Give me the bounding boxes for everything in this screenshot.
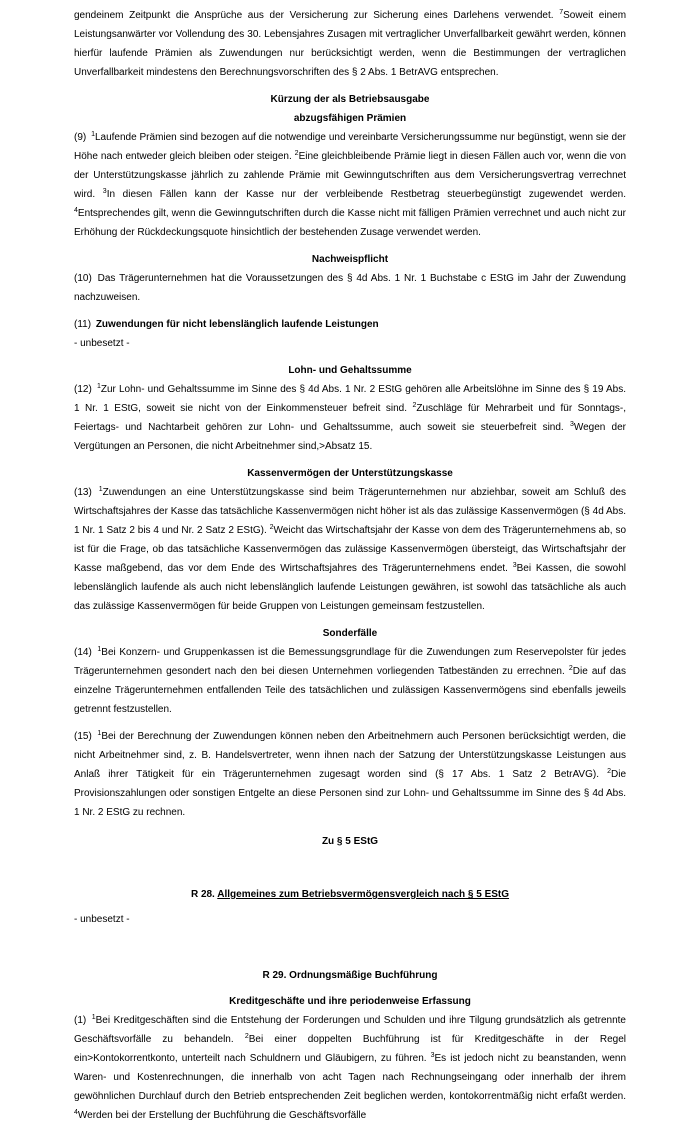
sentence-number: 2 (607, 768, 611, 775)
section-kuerzung (74, 90, 626, 242)
paragraph-number: (1) (74, 1015, 87, 1026)
sentence-number: 3 (102, 188, 107, 195)
sentence: Laufende Prämien sind bezogen auf die notwendige und vereinbarte Versicherungssumme nur begünstigt, wenn sie der Höhe nach entweder gleich bleiben oder steigen. (74, 132, 626, 162)
sentence: Bei Kreditgeschäften sind die Entstehung der Forderungen und Schulden und ihre Tilgung grundsätzlich als getrennte Geschäftsvorfälle zu behandeln. (74, 1015, 626, 1045)
paragraph-number: (11) (74, 319, 92, 330)
sentence-number: 2 (294, 150, 299, 157)
paragraph-number: (15) (74, 731, 92, 742)
sentence: Es ist jedoch nicht zu beanstanden, wenn Waren- und Kostenrechnungen, die innerhalb von acht Tagen nach Rechnungseingang oder innerhalb der ihrem gewöhnlichen Durchlauf durch den Betrieb entsprechenden Zeit beglichen werden, kontokorrentmäßig nicht erfaßt werden. (74, 1053, 627, 1102)
sentence-number: 2 (269, 524, 274, 531)
paragraph-12 (74, 380, 626, 456)
section-kassenvermoegen (74, 464, 626, 616)
sentence: Bei der Berechnung der Zuwendungen können neben den Arbeitnehmern auch Personen berücksichtigt werden, die nicht Arbeitnehmer sind, z. B. Handelsvertreter, wenn ihnen nach der Satzung der Unterstützungskasse Leistungen aus Anlaß ihrer Tätigkeit für ein Trägerunternehmen zugesagt worden sind (§ 17 Abs. 1 Satz 2 BetrAVG). (74, 731, 626, 780)
sentence-number: 3 (512, 562, 517, 569)
section-lohn (74, 361, 626, 456)
sentence-number: 1 (97, 730, 102, 737)
sentence-number: 1 (97, 646, 102, 653)
section-nachweispflicht (74, 250, 626, 307)
paragraph-9 (74, 128, 626, 242)
paragraph-13 (74, 483, 626, 616)
chapter-heading: Zu § 5 EStG (321, 836, 379, 847)
intro-text: gendeinem Zeitpunkt die Ansprüche aus der Versicherung zur Sicherung eines Darlehens verwendet. (74, 10, 554, 21)
section-11 (74, 315, 626, 353)
sentence: Bei Kassen, die sowohl lebenslänglich laufende als auch nicht lebenslänglich laufende Leistungen gewähren, ist sowohl das tatsächliche als auch das zulässige Kassenvermögen für beide Gruppen von Leistungen gemeinsam festzustellen. (74, 563, 626, 612)
unbesetzt-note: - unbesetzt - (74, 914, 130, 925)
sentence: Zuwendungen an eine Unterstützungskasse sind beim Trägerunternehmen nur abziehbar, soweit am Schluß des Wirtschaftsjahres der Kasse das tatsächliche Kassenvermögen nicht höher ist als das zulässige Kassenvermögen (§ 4d Abs. 1 Nr. 1 Satz 2 bis 4 und Nr. 2 Satz 2 EStG). (74, 487, 626, 536)
section-heading-line2: abzugsfähigen Prämien (293, 113, 407, 124)
sentence: Zur Lohn- und Gehaltssumme im Sinne des § 4d Abs. 1 Nr. 2 EStG gehören alle Arbeitslöhne im Sinne des § 19 Abs. 1 Nr. 1 EStG, soweit sie nicht von der Einkommensteuer befreit sind. (74, 384, 627, 414)
r29-paragraph-1 (74, 1011, 626, 1125)
sentence: Die auf das einzelne Trägerunternehmen entfallenden Teile des tatsächlichen und zulässigen Kassenvermögens sind ebenfalls jeweils getrennt festzustellen. (74, 666, 626, 715)
paragraph-15 (74, 727, 626, 822)
r29-heading: R 29. Ordnungsmäßige Buchführung (262, 970, 438, 981)
section-heading: Kürzung der als Betriebsausgabe (270, 94, 430, 105)
section-heading: Sonderfälle (322, 628, 378, 639)
sentence: Entsprechendes gilt, wenn die Gewinngutschriften durch die Kasse nicht mit fälligen Prämien verrechnet und auch nicht zur Erhöhung der Rückdeckungsquote hinsichtlich der bestehenden Zusage verwendet werden. (74, 208, 626, 238)
r28-title-link[interactable]: Allgemeines zum Betriebsvermögensvergleich nach § 5 EStG (217, 889, 510, 900)
paragraph-number: (13) (74, 487, 92, 498)
intro-paragraph (74, 6, 626, 82)
sentence: Die Provisionszahlungen oder sonstigen Entgelte an diese Personen sind zur Lohn- und Gehaltssumme im Sinne des § 4d Abs. 1 Nr. 2 EStG zu rechnen. (74, 769, 627, 818)
sentence: Weicht das Wirtschaftsjahr der Kasse von dem des Trägerunternehmens ab, so ist für die Frage, ob das tatsächliche Kassenvermögen das zulässige Kassenvermögen übersteigt, das Wirtschaftsjahr der Kasse maßgebend, das vor dem Ende des Wirtschaftsjahres des Trägerunternehmens endet. (74, 525, 627, 574)
sentence-number: 4 (74, 207, 78, 214)
unbesetzt-note: - unbesetzt - (74, 338, 130, 349)
paragraph-11 (74, 315, 626, 334)
sentence: Wegen der Vergütungen an Personen, die nicht Arbeitnehmer sind,>Absatz 15. (74, 422, 627, 452)
paragraph-number: (14) (74, 647, 92, 658)
sentence-number: 2 (412, 402, 417, 409)
sentence-number: 3 (569, 421, 574, 428)
paragraph-number: (12) (74, 384, 92, 395)
paragraph-number: (9) (74, 132, 87, 143)
sentence-number: 4 (74, 1109, 78, 1116)
sentence-number: 2 (568, 665, 573, 672)
section-sonderfaelle (74, 624, 626, 822)
sentence: Zuschläge für Mehrarbeit und für Sonntags-, Feiertags- und Nachtarbeit gehören zur Lohn- und Gehaltssumme, auch soweit sie steuerbefreit sind. (74, 403, 626, 433)
sentence: Bei einer doppelten Buchführung ist für Kreditgeschäfte in der Regel ein>Kontokorrentkonto, unterteilt nach Schuldnern und Gläubigern, zu führen. (74, 1034, 627, 1064)
section-heading: Kassenvermögen der Unterstützungskasse (247, 468, 453, 479)
paragraph-number: (10) (74, 273, 92, 284)
section-heading: Nachweispflicht (311, 254, 389, 265)
sentence-number: 7 (559, 9, 564, 16)
sentence: Eine gleichbleibende Prämie liegt in diesen Fällen auch vor, wenn die von der Unterstützungskasse jährlich zu zahlende Prämie mit Gewinngutschriften aus dem Versicherungsvertrag verrechnet wird. (74, 151, 627, 200)
sentence-number: 1 (98, 486, 103, 493)
paragraph-title: Zuwendungen für nicht lebenslänglich laufende Leistungen (95, 319, 379, 330)
r28-prefix: R 28. (190, 889, 215, 900)
sentence: In diesen Fällen kann der Kasse nur der verbleibende Restbetrag steuerbegünstigt zugewendet werden. (106, 189, 626, 200)
r29-subheading: Kreditgeschäfte und ihre periodenweise Erfassung (229, 996, 471, 1007)
paragraph-10 (74, 269, 626, 307)
sentence-number: 3 (430, 1052, 435, 1059)
r28-heading (74, 885, 626, 904)
sentence: Werden bei der Erstellung der Buchführung die Geschäftsvorfälle (77, 1110, 367, 1121)
sentence-number: 1 (91, 131, 95, 138)
intro-sentence-7: Soweit einem Leistungsanwärter vor Vollendung des 30. Lebensjahres Zusagen mit vertraglicher Unverfallbarkeit gewährt werden, können hierfür laufende Prämien als Zuwendungen nur berücksichtigt werden, wenn die Bestimmungen der vertraglichen Unverfallbarkeit mindestens den Berechnungsvorschriften des § 2 Abs. 1 BetrAVG entsprechen. (74, 10, 627, 78)
sentence: Das Trägerunternehmen hat die Voraussetzungen des § 4d Abs. 1 Nr. 1 Buchstabe c EStG im Jahr der Zuwendung nachzuweisen. (74, 273, 626, 303)
section-heading: Lohn- und Gehaltssumme (288, 365, 412, 376)
sentence-number: 1 (91, 1014, 96, 1021)
sentence-number: 2 (244, 1033, 249, 1040)
paragraph-14 (74, 643, 626, 719)
sentence-number: 1 (96, 383, 101, 390)
sentence: Bei Konzern- und Gruppenkassen ist die Bemessungsgrundlage für die Zuwendungen zum Reservepolster für jedes Trägerunternehmen gesondert nach den bei diesen Unternehmen vorliegenden Tatbeständen zu errechnen. (74, 647, 627, 677)
